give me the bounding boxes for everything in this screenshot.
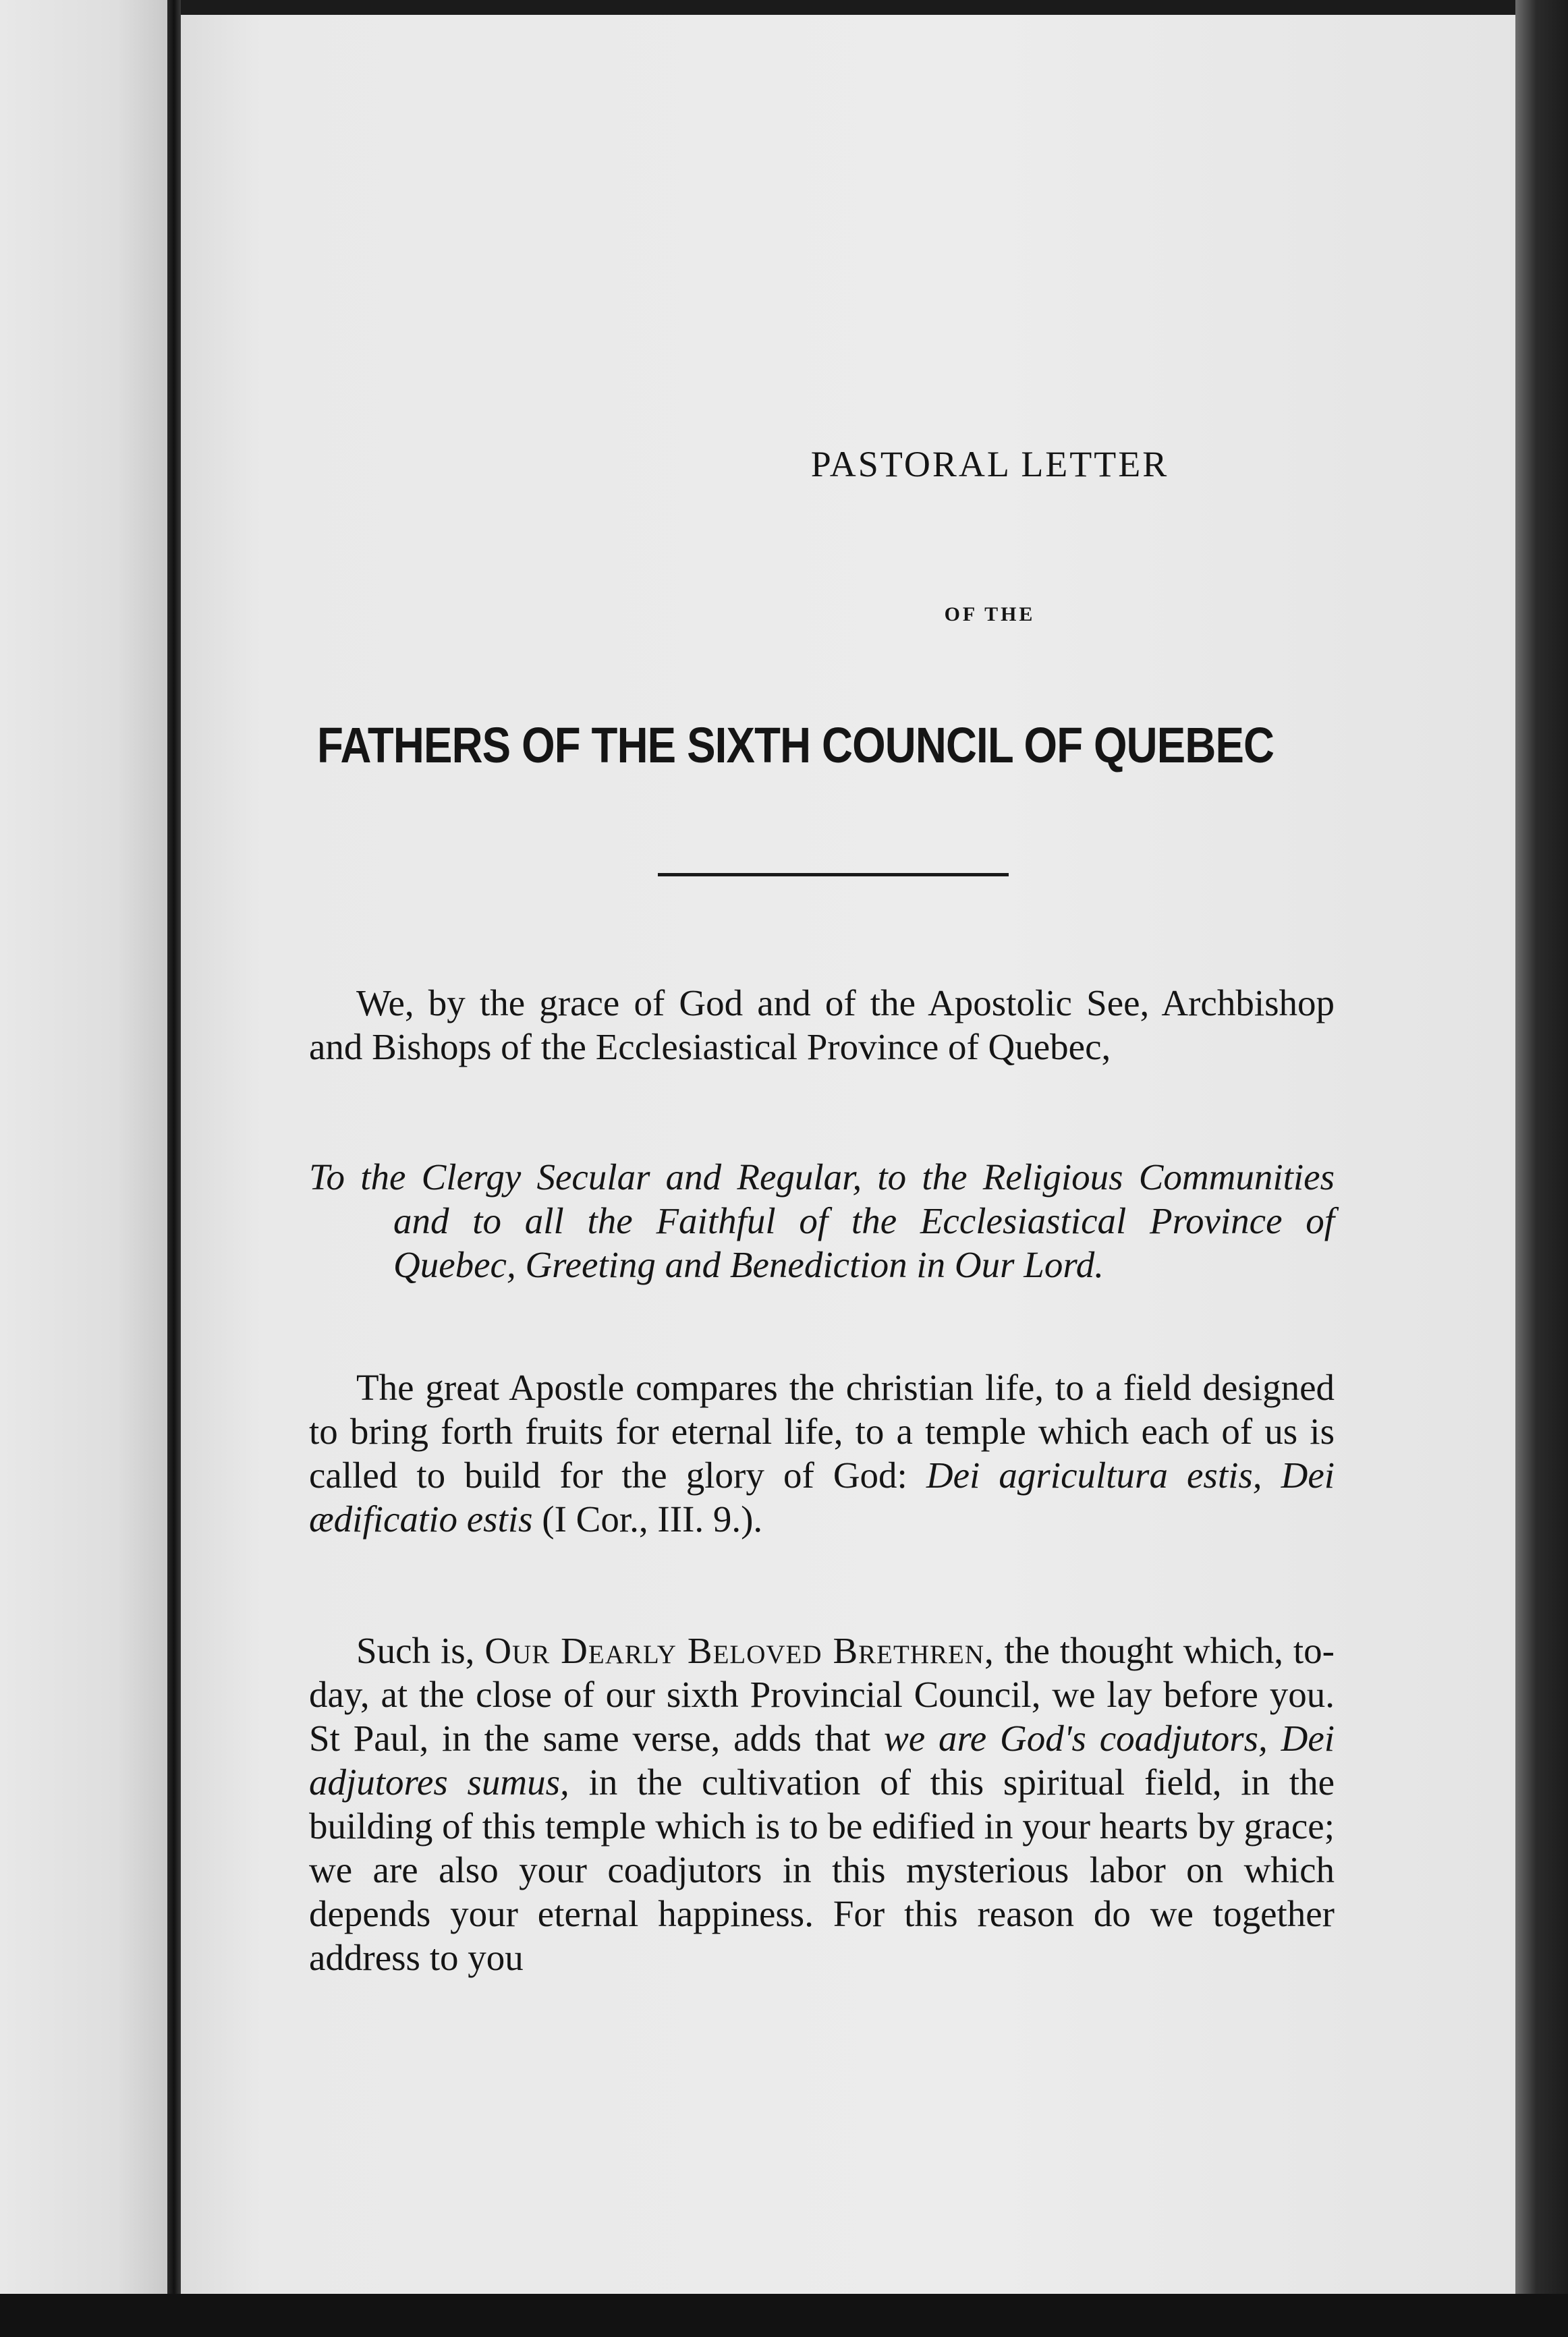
brethren-text-1: the thought which, to-day, at the close of our sixth Provincial Council, we lay before you. St Paul, in the same verse, adds that [309, 1630, 1335, 1759]
title-pastoral-letter: PASTORAL LETTER [810, 444, 1169, 484]
paragraph-brethren [309, 1629, 1335, 1979]
paragraph-salutation: We, by the grace of God and of the Apostolic See, Archbishop and Bishops of the Ecclesiastical Province of Quebec, [309, 982, 1335, 1067]
title-divider-rule [658, 873, 1009, 876]
right-page-edge [1515, 0, 1568, 2337]
facing-page-edge [0, 0, 167, 2337]
scripture-reference: (I Cor., III. 9.). [542, 1498, 763, 1540]
bottom-scan-border [0, 2294, 1568, 2337]
brethren-text-2: in the cultivation of this spiritual field, in the building of this temple which is to be edified in your hearts by grace; we are also your coadjutors in this mysterious labor on which depends your eternal happiness. For this reason do we together address to you [309, 1762, 1335, 1978]
coadjutors-quote: we are God's coadjutors, Dei adjutores sumus, [309, 1718, 1335, 1803]
apostle-text: The great Apostle compares the christian life, to a field designed to bring forth fruits for eternal life, to a temple which each of us is called to build for the glory of God: [309, 1367, 1335, 1496]
paragraph-apostle [309, 1365, 1335, 1541]
latin-quote: Dei agricultura estis, Dei ædificatio estis [309, 1455, 1335, 1540]
title-of-the: OF THE [944, 603, 1036, 625]
brethren-intro: Such is, [356, 1630, 475, 1671]
book-gutter [167, 0, 181, 2337]
title-fathers-council: FATHERS OF THE SIXTH COUNCIL OF QUEBEC [317, 717, 1275, 773]
brethren-address: Our Dearly Beloved Brethren, [484, 1630, 995, 1671]
paragraph-greeting: To the Clergy Secular and Regular, to the Religious Communities and to all the Faithful of the Ecclesiastical Province of Quebec, Greeting and Benediction in Our Lord. [309, 1156, 1335, 1285]
document-page [181, 15, 1515, 2294]
